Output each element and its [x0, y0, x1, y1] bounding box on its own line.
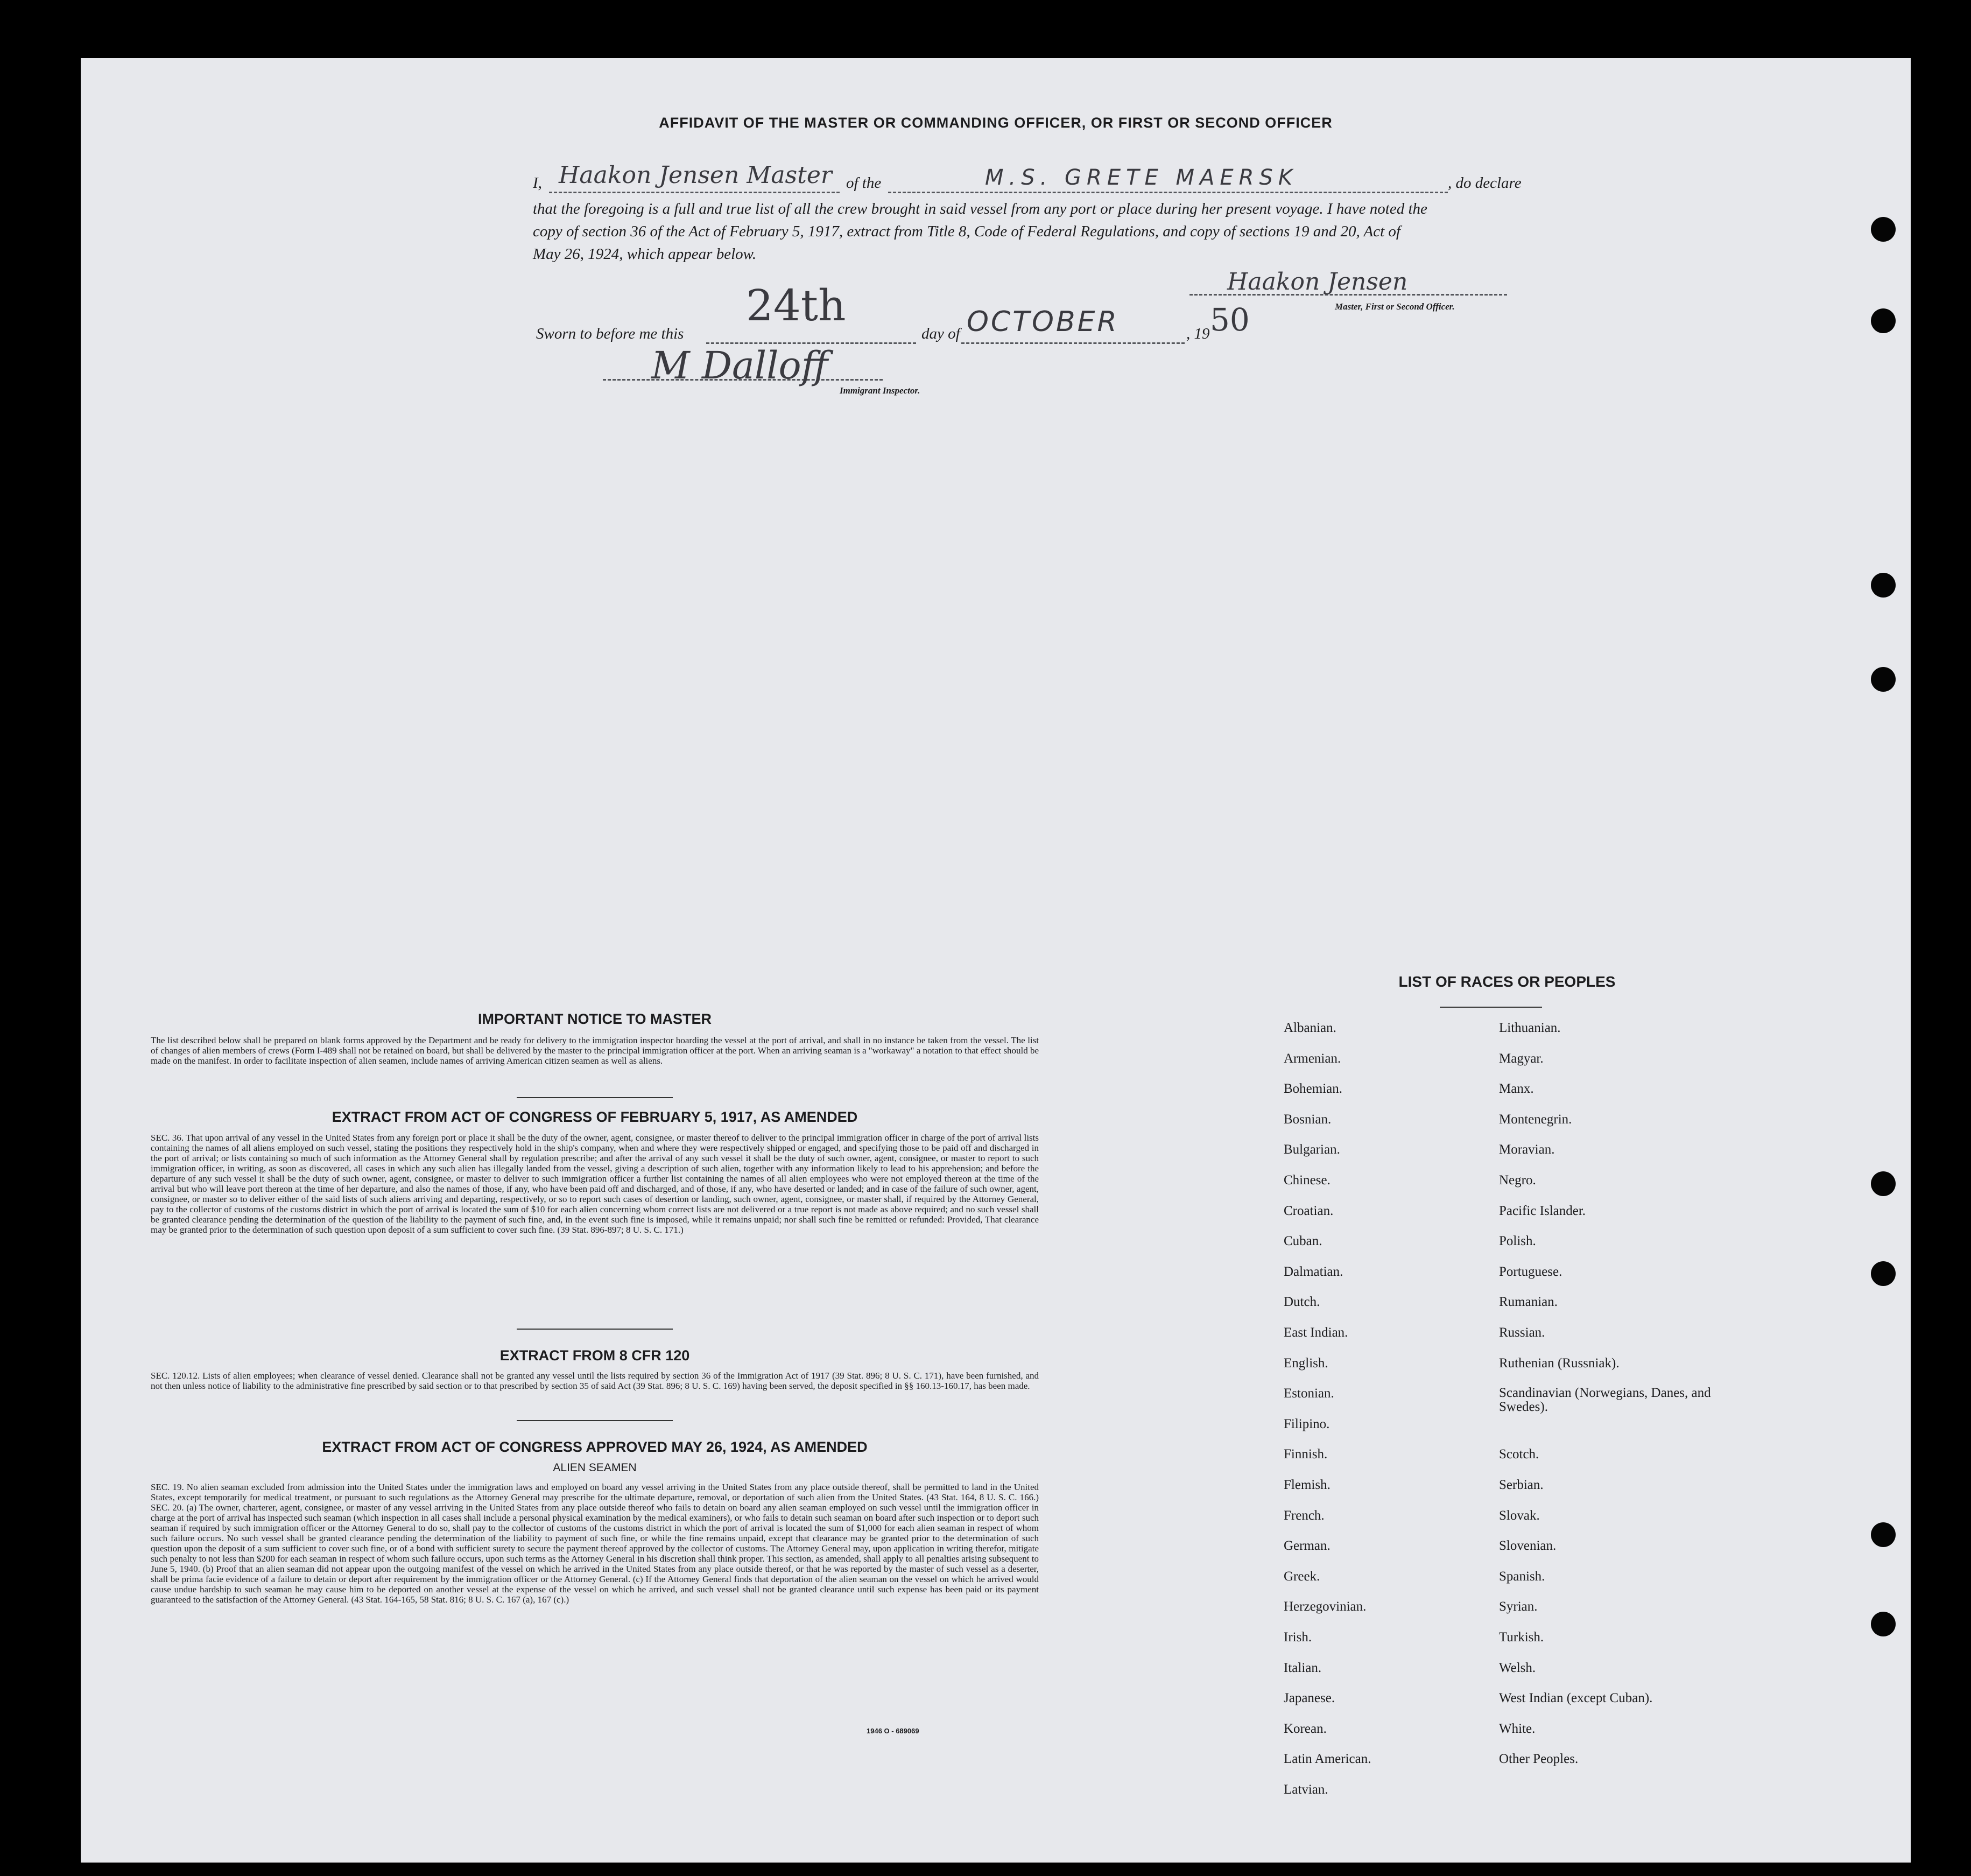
race-item: Turkish.: [1499, 1630, 1544, 1645]
race-item: Russian.: [1499, 1325, 1545, 1340]
month-handwriting: OCTOBER: [967, 306, 1119, 338]
month-line: [961, 342, 1185, 344]
race-item: Portuguese.: [1499, 1264, 1562, 1279]
race-item: Moravian.: [1499, 1142, 1555, 1157]
day-of: day of: [921, 325, 960, 342]
affidavit-title: AFFIDAVIT OF THE MASTER OR COMMANDING OFFICER, OR FIRST OR SECOND OFFICER: [659, 115, 1333, 131]
race-item: Estonian.: [1284, 1386, 1334, 1401]
inspector-signature: M Dalloff: [651, 343, 828, 388]
race-item: Herzegovinian.: [1284, 1599, 1367, 1614]
race-item: West Indian (except Cuban).: [1499, 1691, 1653, 1706]
race-item: Dalmatian.: [1284, 1264, 1343, 1279]
race-item: Armenian.: [1284, 1051, 1341, 1066]
document-page: [81, 58, 1911, 1863]
officer-signature: Haakon Jensen: [1227, 268, 1408, 296]
race-item: Scotch.: [1499, 1447, 1539, 1462]
race-item: Finnish.: [1284, 1447, 1328, 1462]
extract-cfr-title: EXTRACT FROM 8 CFR 120: [499, 1347, 690, 1364]
extract-cfr-text: SEC. 120.12. Lists of alien employees; when clearance of vessel denied. Clearance shall not be granted any vessel until the lists required by section 36 of the Immigration Act of 1917 (39 Stat. 896; 8 U. S. C. 171), have been furnished, and not then unless notice of liability to the administrative fine prescribed by said section or to that prescribed by section 35 of said Act (39 Stat. 896; 8 U. S. C. 169) having been served, the deposit specified in §§ 160.13-160.17, has been made.: [151, 1371, 1039, 1391]
race-item: Serbian.: [1499, 1478, 1544, 1492]
race-item: Slovak.: [1499, 1508, 1540, 1523]
race-item: Irish.: [1284, 1630, 1312, 1645]
race-item: French.: [1284, 1508, 1325, 1523]
extract-1917-text: SEC. 36. That upon arrival of any vessel in the United States from any foreign port or place it shall be the duty of the owner, agent, consignee, or master thereof to deliver to the principal immigration officer in charge of the port of arrival lists containing the names of all aliens employed on such vessel, stating the positions they respectively hold in the ship's company, when and where they were respectively shipped or engaged, and specifying those to be paid off and discharged in the port of arrival; or lists containing so much of such information as the Attorney General shall by regulation prescribe; and after the arrival of any such vessel it shall be the duty of such owner, agent, consignee, or master to report to such immigration officer, in writing, as soon as discovered, all cases in which any such alien has illegally landed from the vessel, giving a description of such alien, together with any information likely to lead to his apprehension; and before the departure of any such vessel it shall be the duty of such owner, agent, consignee, or master to deliver to such immigration officer a further list containing the names of all alien employees who were not employed thereon at the time of the arrival but who will leave port thereon at the time of her departure, and also the names of those, if any, who have been paid off and discharged, and of those, if any, who have deserted or landed; and in case of the failure of such owner, agent, consignee, or master so to deliver either of the said lists of such aliens arriving and departing, respectively, or so to report such cases of desertion or landing, such owner, agent, consignee, or master shall, if required by the Attorney General, pay to the collector of customs of the customs district in which the port of arrival is located the sum of $10 for each alien concerning whom correct lists are not delivered or a true report is not made as above required; and no such vessel shall be granted clearance pending the determination of the question of the liability to the payment of such fine, and, in the event such fine is imposed, while it remains unpaid; nor shall such fine be remitted or refunded: Provided, That clearance may be granted prior to the determination of such question upon deposit of a sum sufficient to cover such fine. (39 Stat. 896-897; 8 U. S. C. 171.): [151, 1133, 1039, 1235]
name-line: [549, 192, 840, 193]
race-item: Greek.: [1284, 1569, 1320, 1584]
extract-1924-title: EXTRACT FROM ACT OF CONGRESS APPROVED MAY 26, 1924, AS AMENDED: [322, 1439, 868, 1455]
race-item: Slovenian.: [1499, 1538, 1557, 1554]
race-item: English.: [1284, 1355, 1328, 1371]
race-item: Spanish.: [1499, 1569, 1545, 1584]
races-title: LIST OF RACES OR PEOPLES: [1398, 973, 1616, 990]
affidavit-line-1: [533, 161, 1620, 198]
binder-hole: [1871, 1522, 1896, 1547]
vessel-line: [888, 192, 1448, 193]
race-item: Lithuanian.: [1499, 1021, 1561, 1035]
affidavit-line-4: May 26, 1924, which appear below.: [533, 245, 757, 263]
race-item: Bosnian.: [1284, 1112, 1332, 1127]
extract-1924-subtitle: ALIEN SEAMEN: [553, 1462, 637, 1474]
race-item: Filipino.: [1284, 1416, 1330, 1431]
binder-hole: [1871, 217, 1896, 242]
sworn-prefix: Sworn to before me this: [536, 325, 684, 342]
race-item: Italian.: [1284, 1660, 1322, 1675]
extract-1917-title: EXTRACT FROM ACT OF CONGRESS OF FEBRUARY 5, 1917, AS AMENDED: [332, 1109, 858, 1125]
year-prefix: , 19: [1186, 325, 1210, 342]
race-item: Syrian.: [1499, 1599, 1538, 1614]
race-item: Manx.: [1499, 1081, 1534, 1097]
divider-rule: [517, 1329, 673, 1330]
race-item: Croatian.: [1284, 1203, 1334, 1218]
binder-hole: [1871, 667, 1896, 692]
race-item: Dutch.: [1284, 1295, 1320, 1310]
binder-hole: [1871, 308, 1896, 333]
race-item: Montenegrin.: [1499, 1112, 1572, 1127]
race-item: Rumanian.: [1499, 1295, 1558, 1310]
of-the: of the: [846, 174, 882, 192]
divider-rule: [517, 1097, 673, 1098]
race-item: Pacific Islander.: [1499, 1203, 1586, 1218]
binder-hole: [1871, 573, 1896, 598]
race-item: Polish.: [1499, 1234, 1536, 1249]
race-item: Chinese.: [1284, 1173, 1331, 1188]
race-item: Other Peoples.: [1499, 1752, 1579, 1767]
inspector-label: Immigrant Inspector.: [840, 385, 920, 396]
officer-label: Master, First or Second Officer.: [1335, 301, 1455, 312]
notice-title: IMPORTANT NOTICE TO MASTER: [478, 1011, 712, 1027]
day-handwriting: 24th: [746, 280, 846, 331]
master-name-handwriting: Haakon Jensen Master: [559, 161, 832, 189]
race-item: German.: [1284, 1538, 1331, 1554]
race-item: Cuban.: [1284, 1234, 1322, 1249]
race-item: Flemish.: [1284, 1478, 1331, 1492]
binder-hole: [1871, 1612, 1896, 1636]
race-item: Scandinavian (Norwegians, Danes, and Swedes).: [1499, 1386, 1711, 1415]
race-item: Magyar.: [1499, 1051, 1544, 1066]
affidavit-line-2: that the foregoing is a full and true list of all the crew brought in said vessel from any port or place during her present voyage. I have noted the: [533, 200, 1427, 217]
race-item: Albanian.: [1284, 1021, 1336, 1035]
vessel-name-handwriting: M.S. GRETE MAERSK: [985, 165, 1298, 190]
form-number: 1946 O - 689069: [867, 1727, 919, 1735]
year-handwriting: 50: [1210, 301, 1250, 338]
binder-hole: [1871, 1261, 1896, 1286]
race-item: Ruthenian (Russniak).: [1499, 1355, 1620, 1371]
race-item: Latvian.: [1284, 1782, 1328, 1797]
race-item: Negro.: [1499, 1173, 1536, 1188]
affidavit-line-3: copy of section 36 of the Act of February 5, 1917, extract from Title 8, Code of Federal Regulations, and copy of sections 19 and 20, Act of: [533, 223, 1400, 240]
race-item: Welsh.: [1499, 1660, 1536, 1675]
binder-hole: [1871, 1171, 1896, 1196]
race-item: Bohemian.: [1284, 1081, 1343, 1097]
extract-1924-text: SEC. 19. No alien seaman excluded from admission into the United States under the immigration laws and employed on board any vessel arriving in the United States from any place outside thereof, shall be permitted to land in the United States, except temporarily for medical treatment, or pursuant to such regulations as the Attorney General may prescribe for the ultimate departure, removal, or deportation of such alien from the United States. (43 Stat. 164, 8 U. S. C. 166.) SEC. 20. (a) The owner, charterer, agent, consignee, or master of any vessel arriving in the United States from any place outside thereof who fails to detain on board any alien seaman employed on such vessel until the immigration officer in charge at the port of arrival has inspected such seaman (which inspection in all cases shall include a personal physical examination by the medical examiners), or who fails to detain such seaman on board after such inspection or to deport such seaman if required by such immigration officer or the Attorney General to do so, shall pay to the collector of customs of the customs district in which the port of arrival is located the sum of $1,000 for each alien seaman in respect of whom such failure occurs. No such vessel shall be granted clearance pending the determination of the liability to payment of such fine, or while the fine remains unpaid, except that clearance may be granted prior to the determination of such question upon the deposit of a sum sufficient to cover such fine, or of a bond with sufficient surety to secure the payment thereof approved by the collector of customs. The Attorney General may, upon application in writing therefor, mitigate such penalty to not less than $200 for each seaman in respect of whom such failure occurs, upon such terms as the Attorney General in his discretion shall think proper. This section, as amended, shall apply to all penalties arising subsequent to June 5, 1940. (b) Proof that an alien seaman did not appear upon the outgoing manifest of the vessel on which he arrived in the United States from any place outside thereof, or that he was reported by the master of such vessel as a deserter, shall be prima facie evidence of a failure to detain or deport after requirement by the immigration officer or the Attorney General. (c) If the Attorney General finds that deportation of the alien seaman on the vessel on which he arrived would cause undue hardship to such seaman he may cause him to be deported on another vessel at the expense of the vessel on which he arrived, and such vessel shall not be granted clearance until such expense has been paid or its payment guaranteed to the satisfaction of the Attorney General. (43 Stat. 164-165, 58 Stat. 816; 8 U. S. C. 167 (a), 167 (c).): [151, 1482, 1039, 1605]
divider-rule: [517, 1420, 673, 1421]
notice-text: The list described below shall be prepared on blank forms approved by the Department and be ready for delivery to the immigration inspector boarding the vessel at the port of arrival, and shall in no instance be taken from the vessel. The list of changes of alien members of crews (Form I-489 shall not be retained on board, but shall be delivered by the master to the principal immigration officer at the port. When an arriving seaman is a "workaway" a notation to that effect should be made on the manifest. In order to facilitate inspection of alien seamen, include names of arriving American citizen seamen as well as aliens.: [151, 1035, 1039, 1066]
race-item: White.: [1499, 1721, 1536, 1736]
race-item: Latin American.: [1284, 1752, 1371, 1767]
race-item: Japanese.: [1284, 1691, 1335, 1706]
i-prefix: I,: [533, 174, 542, 192]
race-item: Korean.: [1284, 1721, 1327, 1736]
races-title-rule: [1440, 1007, 1542, 1008]
race-item: Bulgarian.: [1284, 1142, 1340, 1157]
do-declare: , do declare: [1448, 174, 1522, 192]
race-item: East Indian.: [1284, 1325, 1348, 1340]
